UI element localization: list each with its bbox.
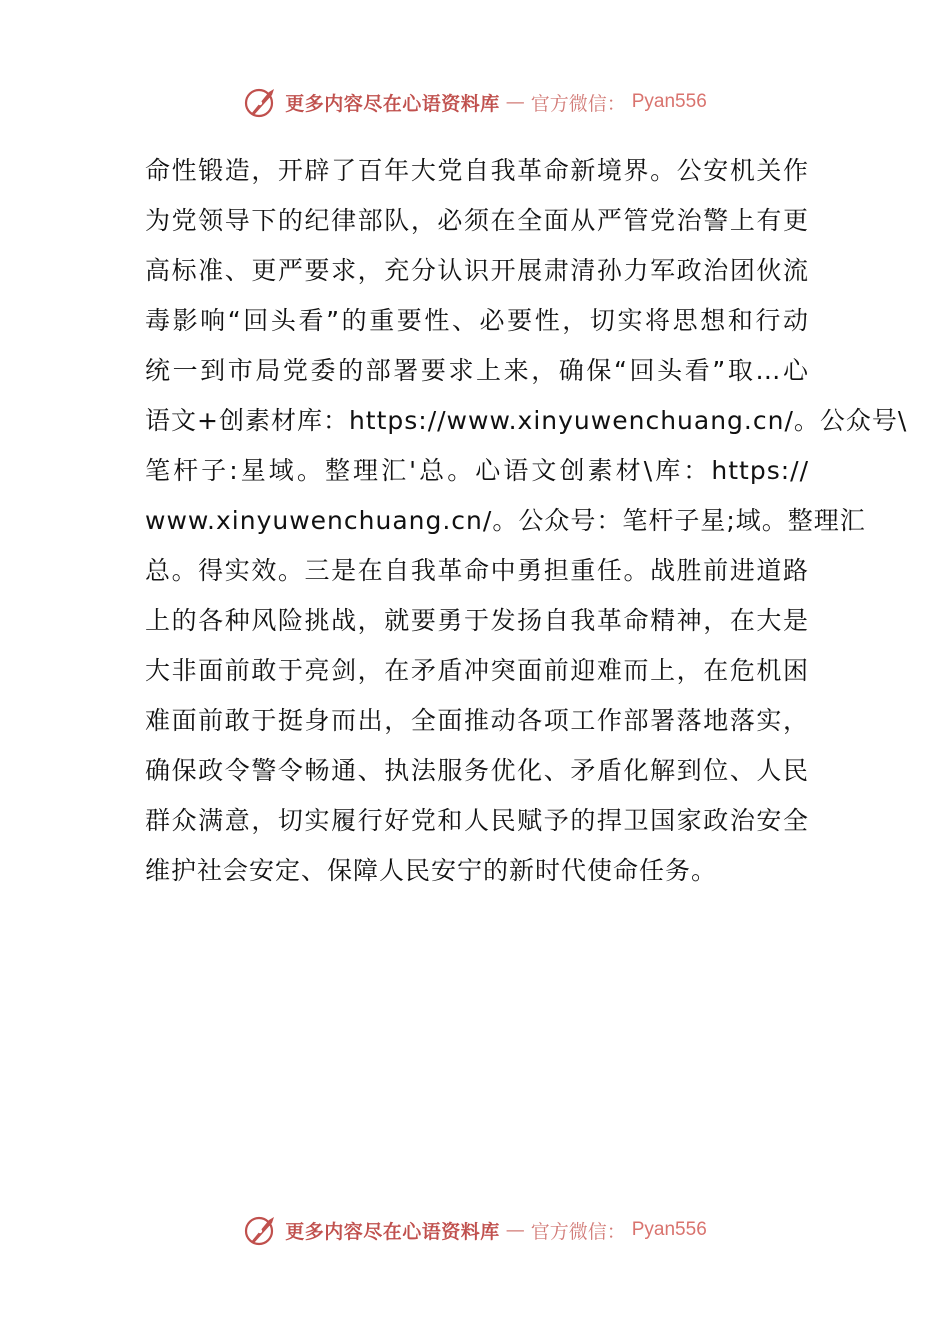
body-line: 命性锻造，开辟了百年大党自我革命新境界。公安机关作 [145,156,809,185]
header-wechat-id: Pyan556 [631,91,707,112]
header-wechat-label: 官方微信： [530,92,626,115]
body-line: 难面前敢于挺身而出，全面推动各项工作部署落地落实， [145,706,809,735]
body-line: 确保政令警令畅通、执法服务优化、矛盾化解到位、人民 [145,756,809,785]
body-line: 大非面前敢于亮剑，在矛盾冲突面前迎难而上，在危机困 [145,656,809,685]
body-line: 毒影响“回头看”的重要性、必要性，切实将思想和行动 [145,306,809,335]
body-line: 总。得实效。三是在自我革命中勇担重任。战胜前进道路 [145,556,809,585]
body-line: www.xinyuwenchuang.cn/。公众号：笔杆子星;域。整理汇 [145,506,866,535]
footer-banner [0,1210,950,1250]
body-line: 群众满意，切实履行好党和人民赋予的捍卫国家政治安全 [145,806,809,835]
body-line: 笔杆子:星域。整理汇'总。心语文创素材\库：https:// [145,456,809,485]
pen-nib-logo-icon [243,84,279,120]
footer-wechat-id: Pyan556 [631,1219,707,1240]
document-body [145,152,908,902]
body-line: 上的各种风险挑战，就要勇于发扬自我革命精神，在大是 [145,606,809,635]
footer-wechat-label: 官方微信： [530,1220,626,1243]
header-brand-text: 更多内容尽在心语资料库 [285,92,500,115]
pen-nib-logo-icon [243,1212,279,1248]
body-line: 高标准、更严要求，充分认识开展肃清孙力军政治团伙流 [145,256,809,285]
footer-brand-text: 更多内容尽在心语资料库 [285,1220,500,1243]
body-line-last: 维护社会安定、保障人民安宁的新时代使命任务。 [145,856,718,885]
body-line: 统一到市局党委的部署要求上来，确保“回头看”取…心 [145,356,809,385]
body-line: 为党领导下的纪律部队，必须在全面从严管党治警上有更 [145,206,809,235]
footer-dash: — [505,1219,525,1241]
header-banner [0,82,950,122]
body-line: 语文+创素材库：https://www.xinyuwenchuang.cn/。公众号\ [145,406,908,435]
header-dash: — [505,91,525,113]
